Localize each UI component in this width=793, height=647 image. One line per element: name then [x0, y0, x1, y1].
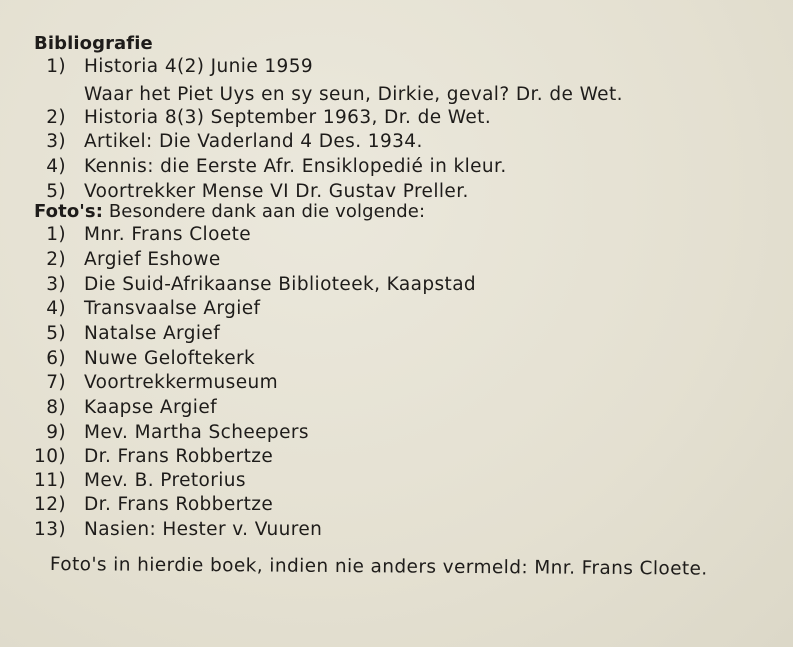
item-number: 3): [46, 131, 66, 152]
photos-heading-text: Besondere dank aan die volgende:: [103, 201, 426, 222]
item-text: Dr. Frans Robbertze: [84, 494, 274, 515]
item-number: 3): [46, 274, 66, 295]
item-number: 5): [46, 181, 66, 202]
item-number: 4): [46, 156, 66, 177]
item-text: Natalse Argief: [84, 323, 221, 344]
item-text: Nuwe Geloftekerk: [84, 348, 256, 369]
item-text: Mnr. Frans Cloete: [84, 224, 252, 245]
footer-note: Foto's in hierdie boek, indien nie anders vermeld: Mnr. Frans Cloete.: [49, 554, 708, 580]
item-text: Mev. Martha Scheepers: [84, 422, 309, 443]
item-number: 1): [46, 56, 66, 77]
item-number: 5): [46, 323, 66, 344]
item-text: Mev. B. Pretorius: [84, 470, 246, 491]
item-text: Voortrekkermuseum: [84, 372, 279, 393]
item-text: Die Suid-Afrikaanse Biblioteek, Kaapstad: [84, 274, 477, 295]
item-text: Argief Eshowe: [84, 249, 221, 270]
item-number: 11): [34, 470, 66, 491]
item-number: 13): [34, 519, 66, 540]
item-text: Historia 4(2) Junie 1959: [84, 56, 314, 77]
item-number: 2): [46, 249, 66, 270]
item-number: 12): [34, 494, 66, 515]
item-text: Dr. Frans Robbertze: [84, 446, 274, 467]
item-number: 1): [46, 224, 66, 245]
item-number: 8): [46, 397, 66, 418]
item-number: 6): [46, 348, 66, 369]
item-number: 9): [46, 422, 66, 443]
bibliography-heading: Bibliografie: [34, 33, 153, 54]
bibliography-item-continuation: Waar het Piet Uys en sy seun, Dirkie, geval? Dr. de Wet.: [84, 84, 623, 105]
item-text: Kennis: die Eerste Afr. Ensiklopedié in kleur.: [84, 156, 507, 177]
item-text: Nasien: Hester v. Vuuren: [84, 519, 323, 540]
photos-heading: [34, 201, 425, 222]
item-text: Voortrekker Mense VI Dr. Gustav Preller.: [84, 181, 469, 202]
item-number: 10): [34, 446, 66, 467]
item-text: Transvaalse Argief: [84, 298, 261, 319]
item-number: 2): [46, 107, 66, 128]
item-text: Kaapse Argief: [84, 397, 218, 418]
item-text: Artikel: Die Vaderland 4 Des. 1934.: [84, 131, 423, 152]
item-number: 4): [46, 298, 66, 319]
photos-heading-label: Foto's:: [34, 201, 104, 222]
item-text: Historia 8(3) September 1963, Dr. de Wet.: [84, 107, 492, 128]
item-number: 7): [46, 372, 66, 393]
